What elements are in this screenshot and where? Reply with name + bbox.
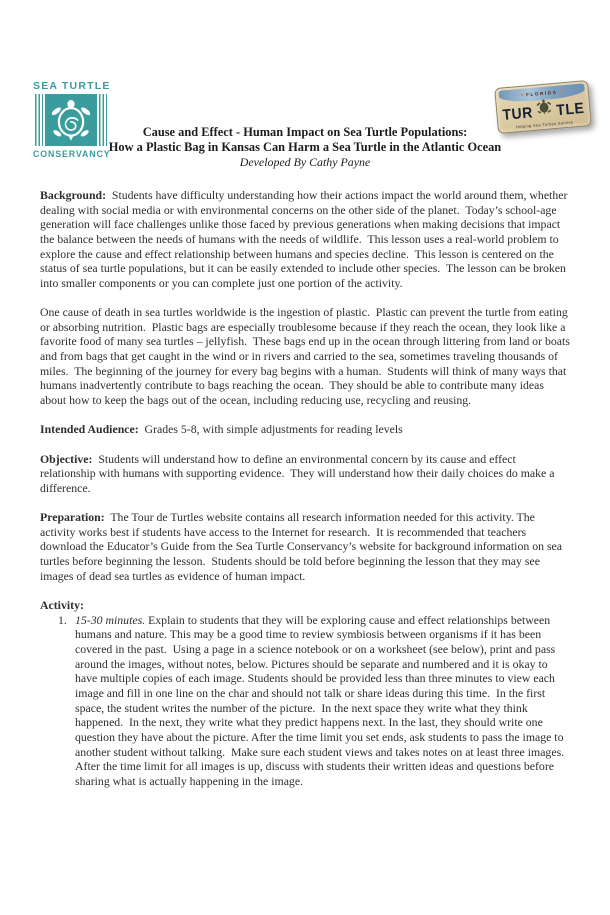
document-title-line1: Cause and Effect - Human Impact on Sea Turtle Populations: [142,125,468,139]
logo-emblem [33,94,109,146]
activity-label: Activity: [40,597,84,612]
plastic-cause-section [40,305,572,408]
florida-turtle-license-plate [494,80,592,134]
objective-text: Students will understand how to define an environmental concern by its cause and effect relationship with humans with supporting evidence. They will understand how their daily choices do make a difference. [40,451,558,495]
activity-item-number: 1. [58,612,67,627]
plate-text-right: TLE [555,98,585,119]
preparation-text: The Tour de Turtles website contains all research information needed for this activity. The activity works best if students have access to the Internet for research. It is recommended that teachers download the Educator’s Guide from the Sea Turtle Conservancy’s website for background information on sea turtles before beginning the lesson. Students should be told before beginning the lesson that they may see images of dead sea turtles as evidence of human impact. [40,510,565,583]
preparation-section [40,510,572,583]
logo-wordmark-top: SEA TURTLE [33,80,111,92]
sea-turtle-conservancy-logo [33,80,109,159]
objective-section [40,452,572,496]
intended-audience-section [40,422,572,437]
logo-stripes-left [35,94,43,146]
background-label: Background: [40,187,106,202]
activity-heading [40,598,572,613]
document-body [0,170,610,789]
activity-list [40,613,572,789]
plate-dot-right [560,90,563,93]
logo-stripes-right [99,94,107,146]
intended-audience-text: Grades 5-8, with simple adjustments for reading levels [138,422,403,437]
activity-item-text: Explain to students that they will be exploring cause and effect relationships between humans and nature. This may be a good time to review symbiosis between organisms if it has been covered in the past. Using a page in a science notebook or on a worksheet (see below), print and pass around the images, without notes, below. Pictures should be separate and numbered and it is okay to have multiple copies of each image. Students should be provided less than three minutes to view each image and fill in one line on the char and should not talk or share ideas during this time. In the first space, the student writes the number of the picture. In the next space they write what they think happened. In the next, they write what they predict happens next. In the last, they should write one question they have about the picture. After the time limit you set ends, ask students to pass the image to another student without talking. Make sure each student views and takes notes on at least three images. After the time limit for all images is up, discuss with students their written ideas and questions before sharing what is actually happening in the image. [75,612,570,788]
background-section [40,188,572,291]
plate-dot-left [520,94,523,97]
byline: Developed By Cathy Payne [239,155,371,170]
logo-wordmark-bottom: CONSERVANCY [33,149,111,159]
plastic-cause-text: One cause of death in sea turtles worldwide is the ingestion of plastic. Plastic can prevent the turtle from eating or absorbing nutrition. Plastic bags are especially troublesome because if they reach the ocean, they look like a favorite food of many sea turtles – jellyfish. These bags end up in the ocean through littering from land or boats and from bags that get caught in the wind or in rivers and carried to the sea, sometimes traveling thousands of miles. The beginning of the journey for every bag begins with a human. Students will think of many ways that humans inadvertently contribute to bags reaching the ocean. They should be able to contribute many ideas about how to keep the bags out of the ocean, including reducing use, recycling and reusing. [40,305,573,408]
plate-turtle-icon [535,98,552,115]
preparation-label: Preparation: [40,510,105,525]
objective-label: Objective: [40,451,93,466]
activity-item-body [75,613,572,789]
plate-state-text: FLORIDA [525,89,558,98]
activity-item-1 [40,613,572,789]
turtle-logo-icon [45,94,97,146]
activity-item-duration: 15-30 minutes. [75,612,146,627]
background-text: Students have difficulty understanding how their actions impact the world around them, whether dealing with social media or with environmental concerns on the other side of the planet. Today’s school-age generation will face challenges unlike those faced by previous generations when making decisions that impact the balance between the needs of humans with the needs of wildlife. This lesson uses a real-world problem to explore the cause and effect relationship between humans and species decline. This lesson is centered on the status of sea turtle populations, but it can be easily extended to include other species. The lesson can be broken into smaller components or you can complete just one portion of the activity. [40,187,571,290]
plate-bottom-text: Helping Sea Turtles Survive [515,119,574,130]
intended-audience-label: Intended Audience: [40,422,139,437]
document-title-line2: How a Plastic Bag in Kansas Can Harm a Sea Turtle in the Atlantic Ocean [108,139,502,154]
plate-text-left: TUR [501,103,534,124]
